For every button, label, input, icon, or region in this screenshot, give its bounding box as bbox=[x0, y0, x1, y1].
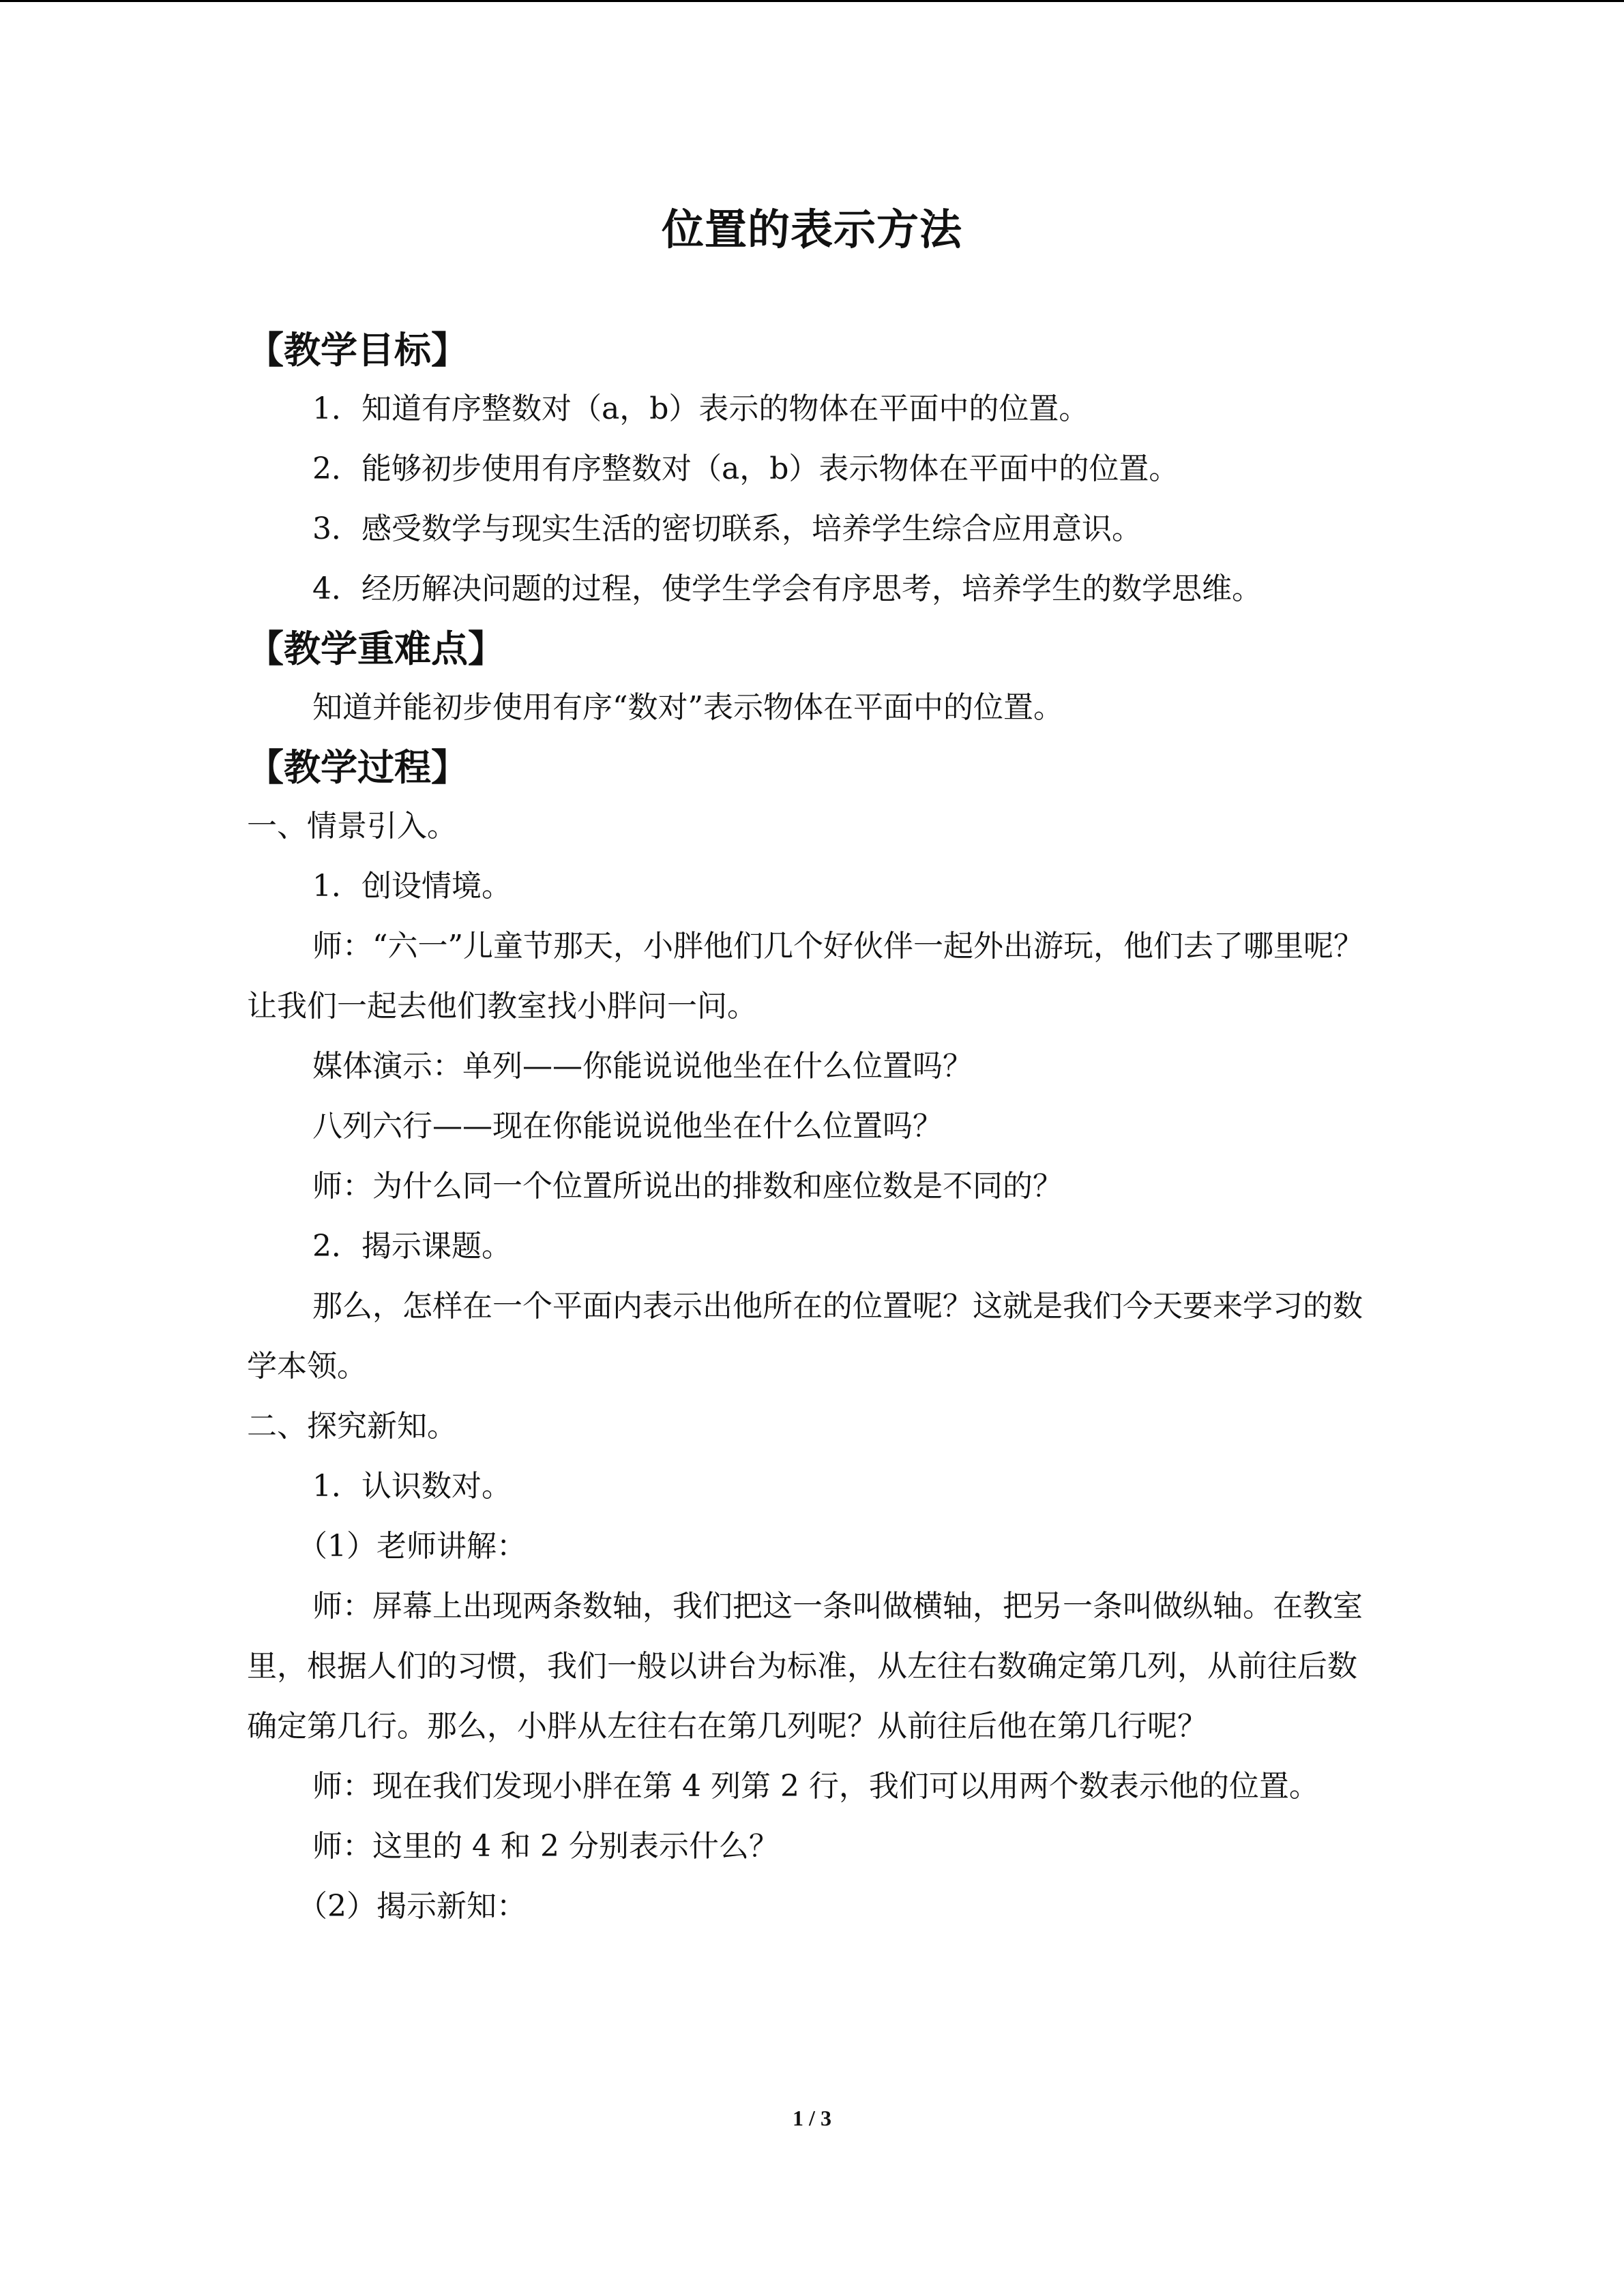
process-paragraph: 2．揭示课题。 bbox=[312, 1229, 512, 1264]
page-number: 1 / 3 bbox=[793, 2106, 831, 2130]
document-body bbox=[247, 320, 1365, 1937]
key-points-text: 知道并能初步使用有序“数对”表示物体在平面中的位置。 bbox=[312, 690, 1063, 725]
process-paragraph: （2）揭示新知： bbox=[297, 1889, 527, 1924]
process-paragraph: 那么，怎样在一个平面内表示出他所在的位置呢？这就是我们今天要来学习的数学本领。 bbox=[247, 1289, 1363, 1384]
process-step-heading-1: 一、情景引入。 bbox=[247, 809, 457, 844]
process-paragraph: （1）老师讲解： bbox=[297, 1529, 527, 1564]
process-paragraph: 师：“六一”儿童节那天，小胖他们几个好伙伴一起外出游玩，他们去了哪里呢？让我们一起去他们教室找小胖问一问。 bbox=[247, 929, 1363, 1024]
document-title: 位置的表示方法 bbox=[661, 205, 962, 254]
objective-item-1: 1．知道有序整数对（a，b）表示的物体在平面中的位置。 bbox=[312, 391, 1089, 426]
objective-item-3: 3．感受数学与现实生活的密切联系，培养学生综合应用意识。 bbox=[312, 511, 1142, 546]
section-heading-process: 【教学过程】 bbox=[247, 745, 468, 789]
section-heading-key-points: 【教学重难点】 bbox=[247, 627, 505, 670]
process-paragraph: 师：为什么同一个位置所说出的排数和座位数是不同的？ bbox=[312, 1169, 1063, 1204]
process-paragraph: 师：这里的 4 和 2 分别表示什么？ bbox=[312, 1829, 779, 1864]
section-heading-objectives: 【教学目标】 bbox=[247, 328, 468, 372]
process-step-heading-2: 二、探究新知。 bbox=[247, 1409, 457, 1444]
process-paragraph: 师：屏幕上出现两条数轴，我们把这一条叫做横轴，把另一条叫做纵轴。在教室里，根据人们的习惯，我们一般以讲台为标准，从左往右数确定第几列，从前往后数确定第几行。那么，小胖从左往右在第几列呢？从前往后他在第几行呢？ bbox=[247, 1589, 1363, 1744]
process-paragraph: 八列六行——现在你能说说他坐在什么位置吗？ bbox=[312, 1109, 943, 1144]
objective-item-2: 2．能够初步使用有序整数对（a，b）表示物体在平面中的位置。 bbox=[312, 451, 1179, 486]
process-paragraph: 媒体演示：单列——你能说说他坐在什么位置吗？ bbox=[312, 1049, 973, 1084]
process-paragraph: 师：现在我们发现小胖在第 4 列第 2 行，我们可以用两个数表示他的位置。 bbox=[312, 1769, 1319, 1804]
objective-item-4: 4．经历解决问题的过程，使学生学会有序思考，培养学生的数学思维。 bbox=[312, 571, 1262, 606]
process-paragraph: 1．认识数对。 bbox=[312, 1469, 512, 1504]
process-paragraph: 1．创设情境。 bbox=[312, 869, 512, 904]
